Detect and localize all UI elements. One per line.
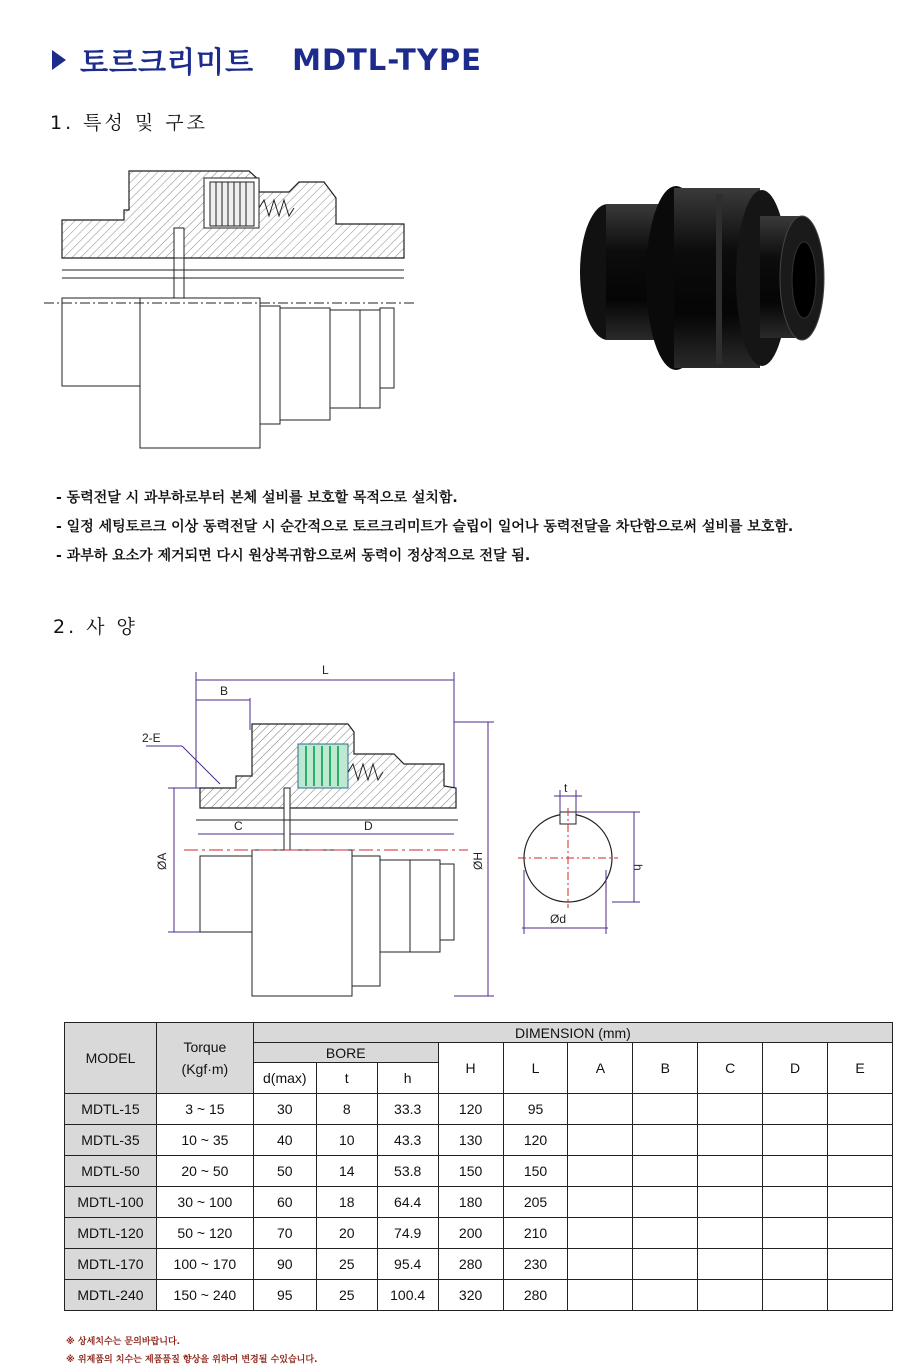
cell-B	[633, 1249, 698, 1280]
feature-bullet: - 일정 세팅토르크 이상 동력전달 시 순간적으로 토르크리미트가 슬립이 일어나 동력전달을 차단함으로써 설비를 보호함.	[56, 519, 794, 535]
feature-bullet-list	[56, 484, 793, 571]
cell-torque: 30 ~ 100	[156, 1187, 253, 1218]
cell-D	[763, 1218, 828, 1249]
feature-bullet: - 동력전달 시 과부하로부터 본체 설비를 보호할 목적으로 설치함.	[56, 490, 458, 506]
table-row	[65, 1125, 893, 1156]
col-header-L: L	[503, 1043, 568, 1094]
col-header-D: D	[763, 1043, 828, 1094]
cell-H: 120	[438, 1094, 503, 1125]
cell-h: 100.4	[377, 1280, 438, 1311]
cell-d: 30	[253, 1094, 316, 1125]
table-row	[65, 1094, 893, 1125]
table-row	[65, 1280, 893, 1311]
cell-t: 10	[316, 1125, 377, 1156]
cell-C	[698, 1125, 763, 1156]
cell-A	[568, 1280, 633, 1311]
cell-C	[698, 1280, 763, 1311]
cell-D	[763, 1187, 828, 1218]
cell-C	[698, 1094, 763, 1125]
cell-C	[698, 1187, 763, 1218]
col-header-model: MODEL	[65, 1023, 157, 1094]
cell-D	[763, 1156, 828, 1187]
cell-B	[633, 1280, 698, 1311]
cell-model: MDTL-15	[65, 1094, 157, 1125]
title-korean: 토르크리미트	[80, 44, 255, 79]
col-header-bore: BORE	[253, 1043, 438, 1063]
cell-E	[828, 1249, 893, 1280]
col-header-B: B	[633, 1043, 698, 1094]
cell-h: 33.3	[377, 1094, 438, 1125]
cell-B	[633, 1187, 698, 1218]
cell-model: MDTL-240	[65, 1280, 157, 1311]
cell-E	[828, 1187, 893, 1218]
cell-model: MDTL-35	[65, 1125, 157, 1156]
dim-label-E: 2-E	[142, 731, 161, 745]
page-title	[52, 38, 482, 82]
dim-label-A: ØA	[155, 852, 169, 870]
cell-d: 95	[253, 1280, 316, 1311]
cell-t: 25	[316, 1249, 377, 1280]
section1-heading: 1. 특성 및 구조	[50, 112, 209, 134]
table-row	[65, 1249, 893, 1280]
cell-L: 205	[503, 1187, 568, 1218]
cell-L: 95	[503, 1094, 568, 1125]
note-line: ※ 상세치수는 문의바랍니다.	[66, 1337, 181, 1347]
title-model-type: MDTL-TYPE	[292, 43, 482, 77]
cell-model: MDTL-120	[65, 1218, 157, 1249]
table-row	[65, 1218, 893, 1249]
col-header-A: A	[568, 1043, 633, 1094]
cell-torque: 100 ~ 170	[156, 1249, 253, 1280]
cell-H: 320	[438, 1280, 503, 1311]
cell-A	[568, 1125, 633, 1156]
col-header-dmax: d(max)	[253, 1063, 316, 1094]
dim-label-t: t	[564, 781, 568, 795]
cell-A	[568, 1156, 633, 1187]
cell-h: 95.4	[377, 1249, 438, 1280]
cell-D	[763, 1094, 828, 1125]
cell-B	[633, 1094, 698, 1125]
cell-model: MDTL-100	[65, 1187, 157, 1218]
cell-E	[828, 1280, 893, 1311]
cell-D	[763, 1249, 828, 1280]
cell-d: 70	[253, 1218, 316, 1249]
cell-t: 25	[316, 1280, 377, 1311]
feature-bullet: - 과부하 요소가 제거되면 다시 원상복귀함으로써 동력이 정상적으로 전달 됨.	[56, 548, 531, 564]
dim-label-H: ØH	[471, 852, 485, 870]
col-header-C: C	[698, 1043, 763, 1094]
cell-B	[633, 1218, 698, 1249]
dim-label-D: D	[364, 819, 373, 833]
dim-label-L: L	[322, 663, 329, 677]
cell-torque: 10 ~ 35	[156, 1125, 253, 1156]
section2-heading: 2. 사 양	[53, 616, 138, 638]
play-arrow-icon	[52, 50, 66, 70]
cell-A	[568, 1187, 633, 1218]
cell-B	[633, 1125, 698, 1156]
cell-torque: 20 ~ 50	[156, 1156, 253, 1187]
cell-B	[633, 1156, 698, 1187]
cell-L: 230	[503, 1249, 568, 1280]
cell-h: 74.9	[377, 1218, 438, 1249]
cell-model: MDTL-170	[65, 1249, 157, 1280]
cell-E	[828, 1125, 893, 1156]
table-row	[65, 1187, 893, 1218]
cell-L: 280	[503, 1280, 568, 1311]
cell-H: 180	[438, 1187, 503, 1218]
cell-torque: 150 ~ 240	[156, 1280, 253, 1311]
dim-label-h: h	[631, 864, 645, 871]
col-header-torque: Torque (Kgf·m)	[156, 1023, 253, 1094]
cell-t: 14	[316, 1156, 377, 1187]
col-header-H: H	[438, 1043, 503, 1094]
col-header-E: E	[828, 1043, 893, 1094]
cell-h: 43.3	[377, 1125, 438, 1156]
table-row	[65, 1156, 893, 1187]
cell-H: 280	[438, 1249, 503, 1280]
dimension-drawing	[138, 660, 658, 1005]
cell-D	[763, 1125, 828, 1156]
cell-D	[763, 1280, 828, 1311]
notes	[66, 1333, 317, 1369]
cell-L: 120	[503, 1125, 568, 1156]
col-header-h: h	[377, 1063, 438, 1094]
cell-C	[698, 1218, 763, 1249]
cell-t: 8	[316, 1094, 377, 1125]
cell-L: 210	[503, 1218, 568, 1249]
cell-d: 40	[253, 1125, 316, 1156]
cell-A	[568, 1249, 633, 1280]
cell-L: 150	[503, 1156, 568, 1187]
cell-model: MDTL-50	[65, 1156, 157, 1187]
cell-h: 53.8	[377, 1156, 438, 1187]
cell-C	[698, 1249, 763, 1280]
spec-table-body	[65, 1094, 893, 1311]
col-header-t: t	[316, 1063, 377, 1094]
cell-torque: 3 ~ 15	[156, 1094, 253, 1125]
dim-label-d: Ød	[550, 912, 567, 926]
cell-t: 20	[316, 1218, 377, 1249]
spec-table	[64, 1022, 893, 1311]
cell-E	[828, 1218, 893, 1249]
cell-H: 130	[438, 1125, 503, 1156]
cell-d: 90	[253, 1249, 316, 1280]
cell-H: 200	[438, 1218, 503, 1249]
dim-label-B: B	[220, 684, 229, 698]
structure-cross-section-drawing	[44, 158, 414, 453]
cell-torque: 50 ~ 120	[156, 1218, 253, 1249]
cell-A	[568, 1218, 633, 1249]
cell-E	[828, 1156, 893, 1187]
cell-d: 60	[253, 1187, 316, 1218]
cell-A	[568, 1094, 633, 1125]
cell-d: 50	[253, 1156, 316, 1187]
cell-C	[698, 1156, 763, 1187]
dim-label-C: C	[234, 819, 243, 833]
cell-H: 150	[438, 1156, 503, 1187]
product-photo	[576, 180, 838, 385]
note-line: ※ 위제품의 치수는 제품품질 향상을 위하여 변경될 수있습니다.	[66, 1355, 318, 1365]
cell-E	[828, 1094, 893, 1125]
cell-h: 64.4	[377, 1187, 438, 1218]
col-header-dimension: DIMENSION (mm)	[253, 1023, 892, 1043]
cell-t: 18	[316, 1187, 377, 1218]
